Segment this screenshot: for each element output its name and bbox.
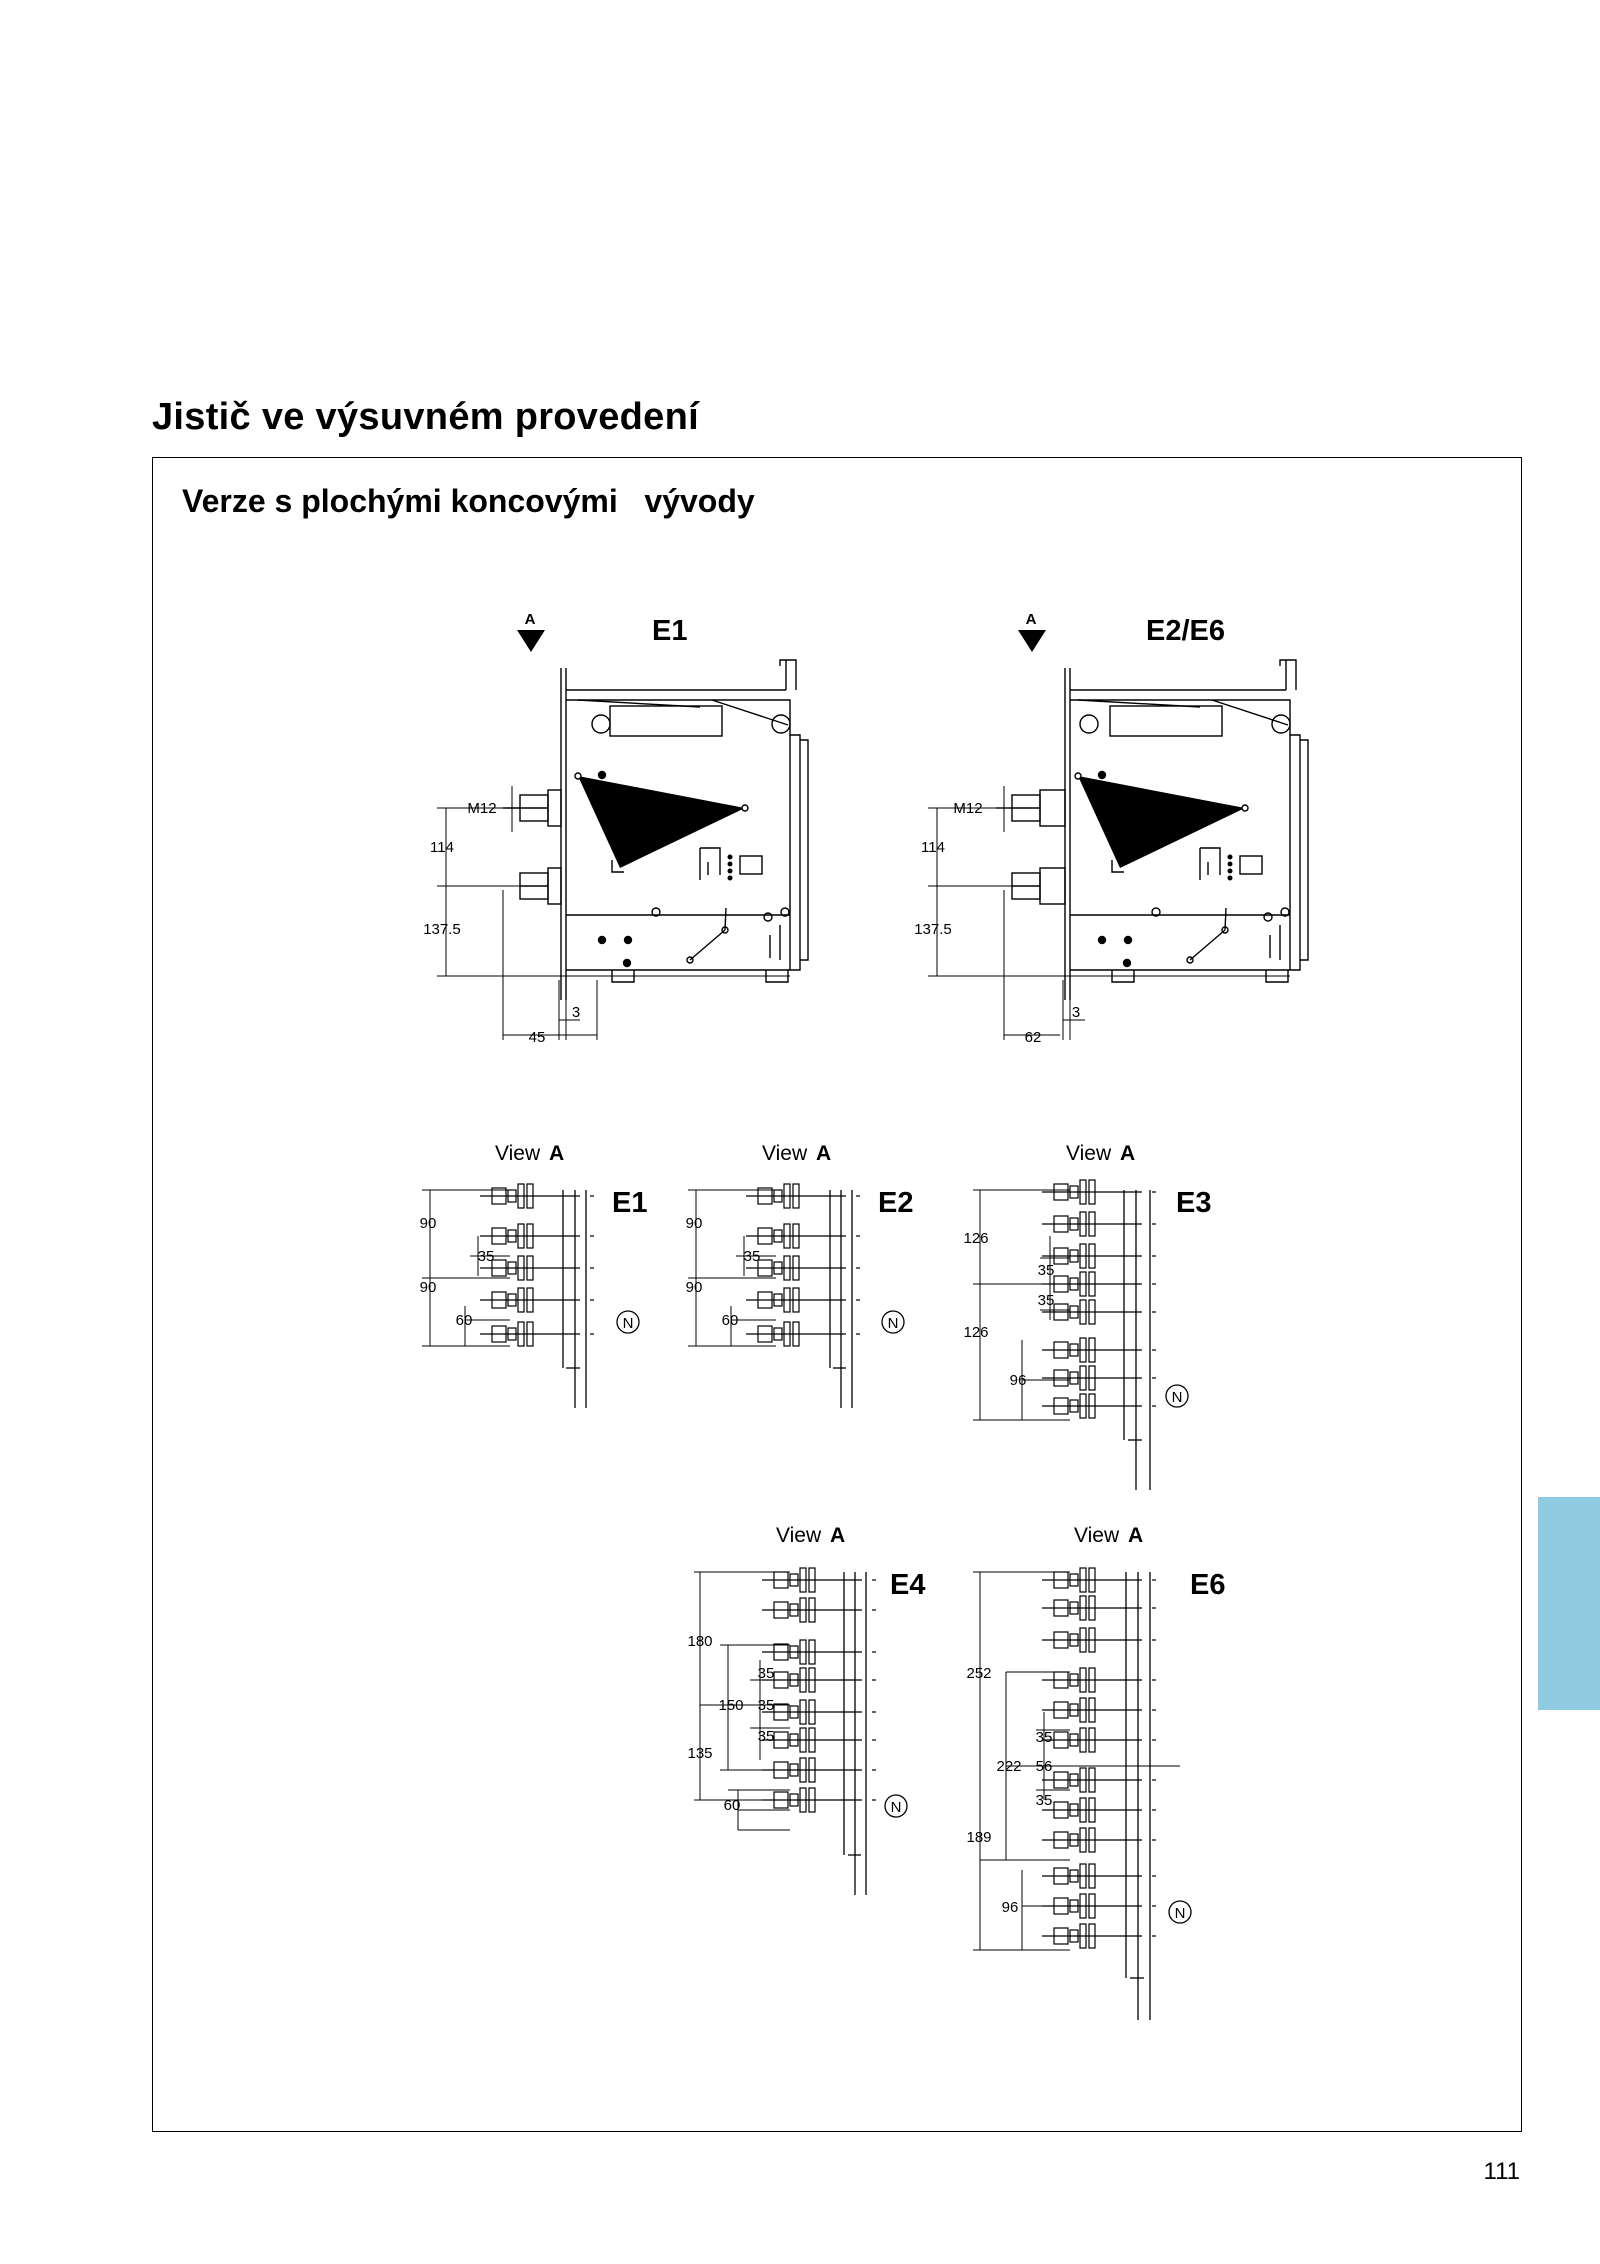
- dim-depth: 62: [1024, 1029, 1042, 1046]
- terminal-row: [1042, 1894, 1158, 1918]
- view-arrow-icon: [1018, 630, 1046, 652]
- dim-label: 60: [721, 1312, 739, 1329]
- terminal-row: [1042, 1698, 1158, 1722]
- side-view-e2-e6: [914, 611, 1308, 1046]
- dim-label: 35: [1035, 1792, 1053, 1809]
- terminal-row: [1042, 1668, 1158, 1692]
- terminal-row: [1042, 1300, 1158, 1324]
- dim-label: 35: [757, 1728, 775, 1745]
- dim-label: 135: [687, 1745, 713, 1762]
- dim-label: 150: [718, 1697, 744, 1714]
- side-view-e1: [423, 611, 808, 1046]
- terminal-row: [1042, 1180, 1158, 1204]
- terminal-row: [1042, 1366, 1158, 1390]
- view-letter: A: [1128, 1524, 1144, 1547]
- dim-label: 126: [963, 1230, 989, 1247]
- dim-label: 96: [1001, 1899, 1019, 1916]
- view-arrow-letter: A: [1025, 611, 1037, 628]
- view-label: View: [1074, 1524, 1120, 1547]
- terminal-row: [1042, 1728, 1158, 1752]
- terminal-stack: [1124, 1190, 1150, 1490]
- dim-label: 180: [687, 1633, 713, 1650]
- terminal-row: [746, 1322, 862, 1346]
- dim-label: 90: [419, 1279, 437, 1296]
- terminal-row: [746, 1224, 862, 1248]
- dim-label: 126: [963, 1324, 989, 1341]
- view-letter: A: [816, 1142, 832, 1165]
- dim-label: 35: [757, 1665, 775, 1682]
- neutral-symbol: N: [887, 1315, 899, 1332]
- terminal-row: [762, 1728, 878, 1752]
- neutral-symbol: N: [622, 1315, 634, 1332]
- terminal-row: [762, 1700, 878, 1724]
- view-letter: A: [830, 1524, 846, 1547]
- section-subheading: Verze s plochými koncovými vývody: [182, 483, 755, 519]
- terminal-row: [480, 1322, 596, 1346]
- terminal-row: [1042, 1864, 1158, 1888]
- dim-thread: M12: [467, 800, 497, 817]
- terminal-row: [480, 1256, 596, 1280]
- view-arrow-icon: [517, 630, 545, 652]
- terminal-row: [1042, 1924, 1158, 1948]
- terminal-row: [480, 1224, 596, 1248]
- side-view-model-label: E2/E6: [1146, 615, 1225, 647]
- terminal-row: [1042, 1768, 1158, 1792]
- page-number: 111: [1483, 2158, 1520, 2185]
- terminal-row: [762, 1568, 878, 1592]
- dim-bottom: 137.5: [423, 921, 461, 938]
- terminal-row: [1042, 1244, 1158, 1268]
- dim-label: 35: [1035, 1729, 1053, 1746]
- view-letter: A: [1120, 1142, 1136, 1165]
- view-label: View: [495, 1142, 541, 1165]
- view-label: View: [776, 1524, 822, 1547]
- terminal-row: [746, 1184, 862, 1208]
- neutral-symbol: N: [1174, 1905, 1186, 1922]
- front-view-e6: [966, 1524, 1225, 2020]
- terminal-row: [1042, 1798, 1158, 1822]
- dim-label: 35: [1037, 1292, 1055, 1309]
- terminal-row: [1042, 1828, 1158, 1852]
- dim-plate: 3: [1071, 1004, 1081, 1021]
- dim-label: 60: [455, 1312, 473, 1329]
- dim-top: 114: [921, 839, 945, 856]
- section-side-tab: [1538, 1497, 1600, 1710]
- dim-label: 60: [723, 1797, 741, 1814]
- dim-label: 35: [743, 1248, 761, 1265]
- dim-label: 96: [1009, 1372, 1027, 1389]
- dim-depth: 45: [528, 1029, 546, 1046]
- front-view-model-label: E2: [878, 1187, 914, 1219]
- terminal-row: [1042, 1394, 1158, 1418]
- view-arrow-letter: A: [524, 611, 536, 628]
- view-label: View: [762, 1142, 808, 1165]
- page-heading: Jistič ve výsuvném provedení: [152, 396, 699, 438]
- terminal-row: [762, 1758, 878, 1782]
- terminal-stack: [563, 1190, 586, 1408]
- dim-bottom: 137.5: [914, 921, 952, 938]
- terminal-row: [480, 1288, 596, 1312]
- dim-label: 35: [477, 1248, 495, 1265]
- terminal-row: [1042, 1338, 1158, 1362]
- terminal-row: [1042, 1212, 1158, 1236]
- dim-label: 222: [996, 1758, 1022, 1775]
- front-view-model-label: E4: [890, 1569, 926, 1601]
- dim-label: 252: [966, 1665, 992, 1682]
- dim-top: 114: [430, 839, 454, 856]
- front-view-model-label: E1: [612, 1187, 648, 1219]
- dim-thread: M12: [953, 800, 983, 817]
- terminal-row: [762, 1640, 878, 1664]
- terminal-row: [1042, 1596, 1158, 1620]
- terminal-stack: [844, 1572, 866, 1895]
- terminal-row: [762, 1598, 878, 1622]
- terminal-row: [746, 1256, 862, 1280]
- dim-label: 90: [685, 1215, 703, 1232]
- neutral-symbol: N: [890, 1799, 902, 1816]
- dim-label: 56: [1035, 1758, 1053, 1775]
- dim-label: 35: [757, 1697, 775, 1714]
- terminal-row: [1042, 1568, 1158, 1592]
- terminal-row: [1042, 1628, 1158, 1652]
- terminal-row: [762, 1668, 878, 1692]
- terminal-stack: [1126, 1572, 1150, 2020]
- dim-label: 90: [685, 1279, 703, 1296]
- view-letter: A: [549, 1142, 565, 1165]
- front-view-model-label: E3: [1176, 1187, 1212, 1219]
- front-view-model-label: E6: [1190, 1569, 1226, 1601]
- terminal-row: [746, 1288, 862, 1312]
- terminal-row: [1042, 1272, 1158, 1296]
- dim-label: 90: [419, 1215, 437, 1232]
- terminal-row: [762, 1788, 878, 1812]
- dim-label: 189: [966, 1829, 992, 1846]
- dim-label: 35: [1037, 1262, 1055, 1279]
- neutral-symbol: N: [1171, 1389, 1183, 1406]
- view-label: View: [1066, 1142, 1112, 1165]
- dim-plate: 3: [571, 1004, 581, 1021]
- side-view-model-label: E1: [652, 615, 688, 647]
- terminal-stack: [830, 1190, 852, 1408]
- terminal-row: [480, 1184, 596, 1208]
- front-view-e3: [963, 1142, 1211, 1490]
